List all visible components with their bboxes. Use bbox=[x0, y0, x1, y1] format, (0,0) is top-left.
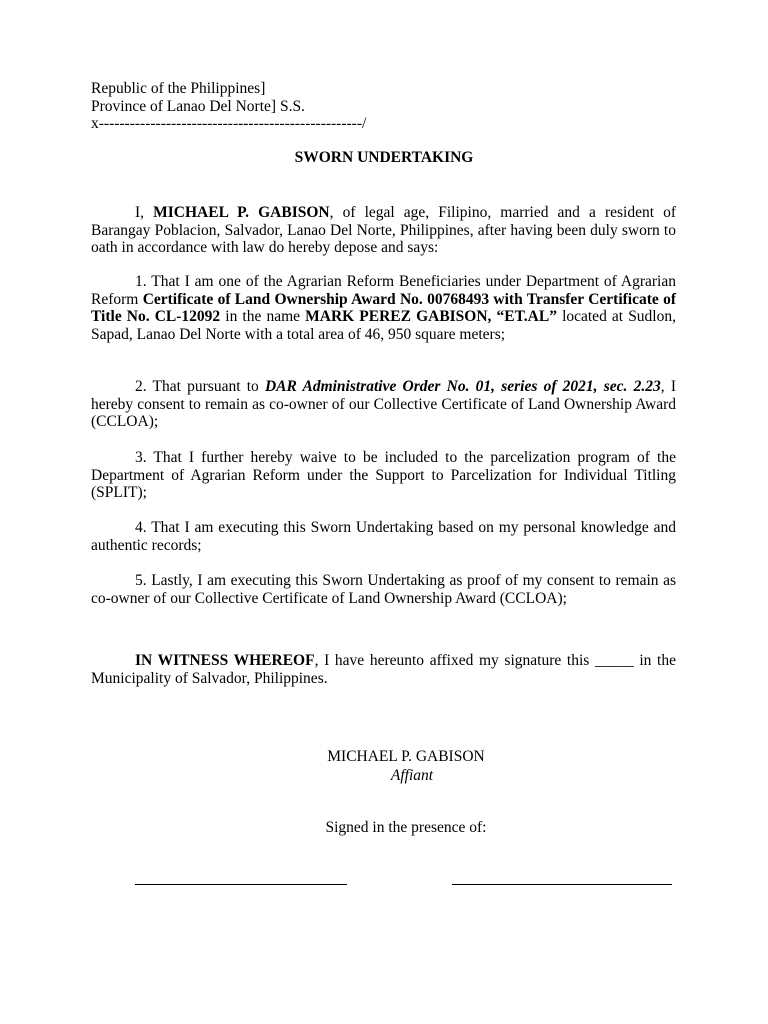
item2-post: , I hereby consent to remain as co-owner of our Collective Certificate of Land Ownership Award (CCLOA); bbox=[91, 378, 676, 430]
witness-heading: IN WITNESS WHEREOF bbox=[135, 652, 315, 669]
item-5-paragraph bbox=[91, 572, 676, 607]
witnesses-caption: Signed in the presence of: bbox=[325, 819, 487, 836]
affiant-name: MICHAEL P. GABISON bbox=[153, 204, 330, 221]
item1-mid: in the name bbox=[220, 308, 306, 325]
item-4-paragraph bbox=[91, 519, 676, 554]
item1-post: located at Sudlon, Sapad, Lanao Del Norte with a total area of 46, 950 square meters; bbox=[91, 308, 676, 343]
cloa-reference: Certificate of Land Ownership Award No. 00768493 with Transfer Certificate of Title No. CL-12092 bbox=[91, 290, 676, 325]
registered-owner: MARK PEREZ GABISON, “ET.AL” bbox=[305, 308, 557, 325]
witness-paragraph bbox=[91, 652, 676, 687]
item-1-paragraph bbox=[91, 273, 676, 343]
item2-pre: 2. That pursuant to bbox=[135, 378, 265, 395]
witness-text: , I have hereunto affixed my signature this _____ in the Municipality of Salvador, Philippines. bbox=[91, 652, 676, 687]
intro-paragraph bbox=[91, 204, 676, 257]
item-3-paragraph bbox=[91, 449, 676, 502]
document-title: SWORN UNDERTAKING bbox=[294, 149, 474, 166]
dar-order-reference: DAR Administrative Order No. 01, series of 2021, sec. 2.23 bbox=[264, 378, 661, 395]
item-2-paragraph bbox=[91, 378, 676, 431]
item3-text: 3. That I further hereby waive to be included to the parcelization program of the Department of Agrarian Reform under the Support to Parcelization for Individual Titling (SPLIT); bbox=[91, 449, 676, 501]
caption-republic: Republic of the Philippines] bbox=[91, 80, 266, 97]
item4-text: 4. That I am executing this Sworn Undertaking based on my personal knowledge and authentic records; bbox=[91, 519, 676, 554]
witness-signature-line-right bbox=[452, 884, 672, 885]
witness-signature-line-left bbox=[135, 884, 347, 885]
signatory-role: Affiant bbox=[390, 767, 434, 784]
caption-province: Province of Lanao Del Norte] S.S. bbox=[91, 97, 305, 115]
intro-pre: I, bbox=[135, 204, 154, 221]
signatory-name: MICHAEL P. GABISON bbox=[327, 748, 485, 765]
intro-post: , of legal age, Filipino, married and a resident of Barangay Poblacion, Salvador, Lanao Del Norte, Philippines, after having been duly sworn to oath in accordance with law do hereby depose and says: bbox=[91, 204, 677, 256]
caption-separator: x---------------------------------------------------/ bbox=[91, 115, 367, 132]
item5-text: 5. Lastly, I am executing this Sworn Undertaking as proof of my consent to remain as co-owner of our Collective Certificate of Land Ownership Award (CCLOA); bbox=[91, 572, 676, 607]
item1-pre: 1. That I am one of the Agrarian Reform Beneficiaries under Department of Agrarian Reform bbox=[91, 273, 676, 308]
venue-caption bbox=[91, 80, 366, 133]
